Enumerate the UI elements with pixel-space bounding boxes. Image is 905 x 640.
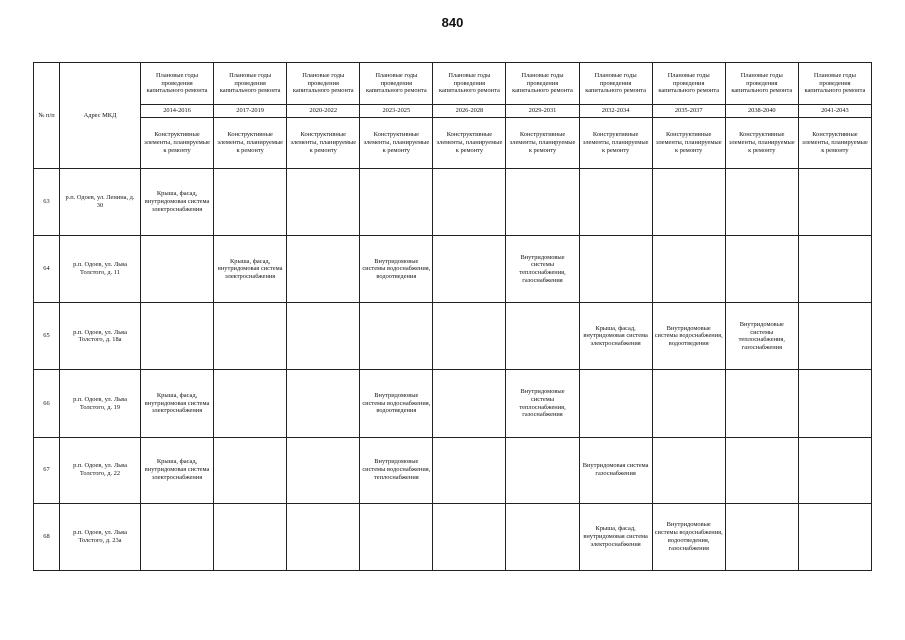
plan-cell: [433, 236, 506, 303]
table-row: [34, 169, 872, 236]
period-header-4: Плановые годы проведения капитального ремонта: [360, 63, 433, 105]
plan-cell: [725, 437, 798, 503]
plan-cell: [141, 303, 214, 370]
plan-cell: [798, 503, 871, 570]
plan-cell: [725, 236, 798, 303]
plan-cell: [725, 370, 798, 437]
period-header-8: Плановые годы проведения капитального ремонта: [652, 63, 725, 105]
elements-header-9: Конструктивные элементы, планируемые к ремонту: [725, 118, 798, 169]
plan-cell: Внутридомовые системы водоснабжения, водоотведения: [360, 236, 433, 303]
col-header-address: Адрес МКД: [60, 63, 141, 169]
plan-cell: [652, 236, 725, 303]
plan-cell: Внутридомовые системы теплоснабжения, газоснабжения: [506, 370, 579, 437]
plan-cell: [652, 437, 725, 503]
elements-header-1: Конструктивные элементы, планируемые к ремонту: [141, 118, 214, 169]
period-years-7: 2032-2034: [579, 105, 652, 118]
row-number: 64: [34, 236, 60, 303]
plan-cell: [506, 303, 579, 370]
table-row: [34, 236, 872, 303]
plan-cell: [798, 236, 871, 303]
col-header-number: № п/п: [34, 63, 60, 169]
plan-cell: [506, 503, 579, 570]
period-header-1: Плановые годы проведения капитального ремонта: [141, 63, 214, 105]
plan-cell: [798, 370, 871, 437]
period-years-10: 2041-2043: [798, 105, 871, 118]
plan-cell: [579, 370, 652, 437]
row-address: р.п. Одоев, ул. Льва Толстого, д. 22: [60, 437, 141, 503]
period-header-7: Плановые годы проведения капитального ремонта: [579, 63, 652, 105]
plan-cell: Внутридомовые системы водоснабжения, водоотведения, газоснабжения: [652, 503, 725, 570]
period-years-4: 2023-2025: [360, 105, 433, 118]
plan-cell: [214, 303, 287, 370]
plan-cell: [287, 370, 360, 437]
row-number: 63: [34, 169, 60, 236]
period-header-6: Плановые годы проведения капитального ремонта: [506, 63, 579, 105]
plan-cell: [214, 370, 287, 437]
row-address: р.п. Одоев, ул. Льва Толстого, д. 23а: [60, 503, 141, 570]
plan-cell: Крыша, фасад, внутридомовая система электроснабжения: [579, 503, 652, 570]
elements-header-10: Конструктивные элементы, планируемые к ремонту: [798, 118, 871, 169]
period-years-2: 2017-2019: [214, 105, 287, 118]
plan-cell: [287, 437, 360, 503]
elements-header-6: Конструктивные элементы, планируемые к ремонту: [506, 118, 579, 169]
plan-cell: [652, 370, 725, 437]
row-number: 65: [34, 303, 60, 370]
plan-cell: [798, 303, 871, 370]
plan-cell: [433, 169, 506, 236]
plan-cell: Крыша, фасад, внутридомовая система электроснабжения: [579, 303, 652, 370]
plan-cell: [798, 169, 871, 236]
plan-cell: [214, 437, 287, 503]
period-years-6: 2029-2031: [506, 105, 579, 118]
elements-header-4: Конструктивные элементы, планируемые к ремонту: [360, 118, 433, 169]
plan-cell: Крыша, фасад, внутридомовая система электроснабжения: [141, 437, 214, 503]
plan-cell: [798, 437, 871, 503]
plan-cell: [725, 503, 798, 570]
period-header-3: Плановые годы проведения капитального ремонта: [287, 63, 360, 105]
plan-cell: [287, 303, 360, 370]
plan-cell: Внутридомовые системы водоснабжения, водоотведения: [652, 303, 725, 370]
elements-header-3: Конструктивные элементы, планируемые к ремонту: [287, 118, 360, 169]
period-years-8: 2035-2037: [652, 105, 725, 118]
plan-cell: [433, 437, 506, 503]
plan-cell: Внутридомовые системы теплоснабжения, газоснабжения: [725, 303, 798, 370]
table-row: [34, 503, 872, 570]
plan-cell: [725, 169, 798, 236]
row-address: р.п. Одоев, ул. Льва Толстого, д. 18а: [60, 303, 141, 370]
elements-header-2: Конструктивные элементы, планируемые к ремонту: [214, 118, 287, 169]
row-number: 67: [34, 437, 60, 503]
row-address: р.п. Одоев, ул. Льва Толстого, д. 11: [60, 236, 141, 303]
elements-header-5: Конструктивные элементы, планируемые к ремонту: [433, 118, 506, 169]
plan-cell: [360, 169, 433, 236]
plan-cell: [360, 503, 433, 570]
elements-header-7: Конструктивные элементы, планируемые к ремонту: [579, 118, 652, 169]
plan-cell: [433, 370, 506, 437]
plan-cell: [579, 236, 652, 303]
table-row: [34, 303, 872, 370]
row-address: р.п. Одоев, ул. Льва Толстого, д. 19: [60, 370, 141, 437]
plan-cell: [360, 303, 433, 370]
plan-cell: [433, 303, 506, 370]
table-row: [34, 370, 872, 437]
row-number: 66: [34, 370, 60, 437]
repair-plan-table: [33, 62, 872, 571]
period-years-9: 2038-2040: [725, 105, 798, 118]
table-row: [34, 437, 872, 503]
plan-cell: Внутридомовые системы водоснабжения, теплоснабжения: [360, 437, 433, 503]
period-years-1: 2014-2016: [141, 105, 214, 118]
plan-cell: [214, 503, 287, 570]
plan-cell: [141, 236, 214, 303]
plan-cell: [214, 169, 287, 236]
plan-cell: [506, 169, 579, 236]
period-header-2: Плановые годы проведения капитального ремонта: [214, 63, 287, 105]
period-years-3: 2020-2022: [287, 105, 360, 118]
plan-cell: Крыша, фасад, внутридомовая система электроснабжения: [141, 370, 214, 437]
period-header-5: Плановые годы проведения капитального ремонта: [433, 63, 506, 105]
plan-cell: Крыша, фасад, внутридомовая система электроснабжения: [141, 169, 214, 236]
page-number: 840: [441, 15, 464, 30]
elements-header-8: Конструктивные элементы, планируемые к ремонту: [652, 118, 725, 169]
plan-cell: [141, 503, 214, 570]
row-address: р.п. Одоев, ул. Ленина, д. 30: [60, 169, 141, 236]
period-years-5: 2026-2028: [433, 105, 506, 118]
plan-cell: Внутридомовые системы водоснабжения, водоотведения: [360, 370, 433, 437]
plan-cell: Крыша, фасад, внутридомовая система электроснабжения: [214, 236, 287, 303]
plan-cell: [287, 169, 360, 236]
plan-cell: [287, 236, 360, 303]
plan-cell: [652, 169, 725, 236]
period-header-9: Плановые годы проведения капитального ремонта: [725, 63, 798, 105]
plan-cell: Внутридомовая система газоснабжения: [579, 437, 652, 503]
period-header-10: Плановые годы проведения капитального ремонта: [798, 63, 871, 105]
row-number: 68: [34, 503, 60, 570]
plan-cell: [579, 169, 652, 236]
plan-cell: Внутридомовые системы теплоснабжения, газоснабжения: [506, 236, 579, 303]
plan-cell: [287, 503, 360, 570]
plan-cell: [433, 503, 506, 570]
plan-cell: [506, 437, 579, 503]
